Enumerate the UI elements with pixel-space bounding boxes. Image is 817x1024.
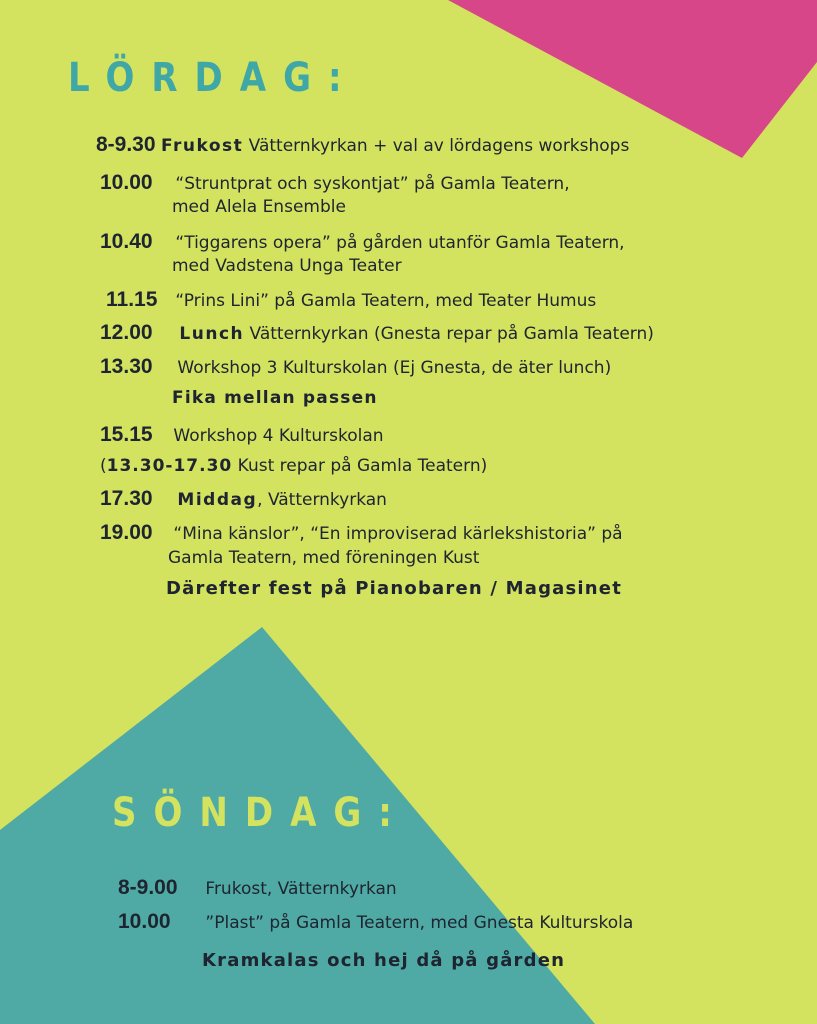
time: 19.00 bbox=[100, 521, 153, 544]
time: 12.00 bbox=[100, 321, 153, 344]
event-text: Frukost, Vätternkyrkan bbox=[205, 879, 397, 899]
schedule-row bbox=[100, 522, 623, 545]
event-text-continued: med Alela Ensemble bbox=[172, 197, 346, 217]
event-text: Workshop 3 Kulturskolan (Ej Gnesta, de äter lunch) bbox=[177, 358, 612, 378]
meal-label: Middag bbox=[177, 490, 258, 510]
schedule-row bbox=[118, 877, 397, 900]
saturday-title: LÖRDAG: bbox=[68, 55, 359, 101]
schedule-row bbox=[100, 424, 384, 447]
event-text: Kust repar på Gamla Teatern) bbox=[232, 456, 488, 476]
event-text-continued: Gamla Teatern, med föreningen Kust bbox=[168, 548, 480, 568]
event-text: , Vätternkyrkan bbox=[257, 490, 387, 510]
time: 10.00 bbox=[118, 910, 171, 933]
event-text-continued: med Vadstena Unga Teater bbox=[172, 256, 402, 276]
time: 8-9.00 bbox=[118, 876, 178, 899]
time: 11.15 bbox=[106, 288, 158, 311]
event-text: ”Plast” på Gamla Teatern, med Gnesta Kulturskola bbox=[205, 913, 634, 933]
time-range: 13.30-17.30 bbox=[106, 456, 233, 476]
event-text: “Tiggarens opera” på gården utanför Gamla Teatern, bbox=[175, 233, 625, 253]
event-text: Workshop 4 Kulturskolan bbox=[173, 426, 384, 446]
time: 8-9.30 bbox=[96, 133, 156, 156]
sunday-title: SÖNDAG: bbox=[112, 790, 409, 836]
time: 17.30 bbox=[100, 487, 153, 510]
event-text: Vätternkyrkan + val av lördagens workshops bbox=[243, 136, 630, 156]
schedule-row bbox=[100, 356, 611, 379]
schedule-row bbox=[100, 322, 654, 345]
schedule-row bbox=[100, 488, 387, 511]
event-text: “Mina känslor”, “En improviserad kärlekshistoria” på bbox=[173, 524, 623, 544]
schedule-row bbox=[106, 289, 596, 312]
event-text: Vätternkyrkan (Gnesta repar på Gamla Teatern) bbox=[244, 324, 654, 344]
time: 13.30 bbox=[100, 355, 153, 378]
fika-note: Fika mellan passen bbox=[172, 388, 378, 408]
time: 10.40 bbox=[100, 230, 153, 253]
paren: ( bbox=[100, 456, 107, 476]
schedule-row bbox=[96, 134, 629, 157]
schedule-row bbox=[100, 455, 487, 477]
event-text: “Prins Lini” på Gamla Teatern, med Teater Humus bbox=[175, 291, 597, 311]
time: 10.00 bbox=[100, 171, 153, 194]
time: 15.15 bbox=[100, 423, 153, 446]
meal-label: Lunch bbox=[179, 324, 245, 344]
saturday-closing: Därefter fest på Pianobaren / Magasinet bbox=[166, 578, 623, 599]
schedule-row bbox=[100, 172, 570, 195]
event-text: “Struntprat och syskontjat” på Gamla Teatern, bbox=[175, 174, 570, 194]
schedule-row bbox=[118, 911, 633, 934]
sunday-closing: Kramkalas och hej då på gården bbox=[202, 950, 566, 971]
schedule-row bbox=[100, 231, 625, 254]
meal-label: Frukost bbox=[160, 136, 244, 156]
